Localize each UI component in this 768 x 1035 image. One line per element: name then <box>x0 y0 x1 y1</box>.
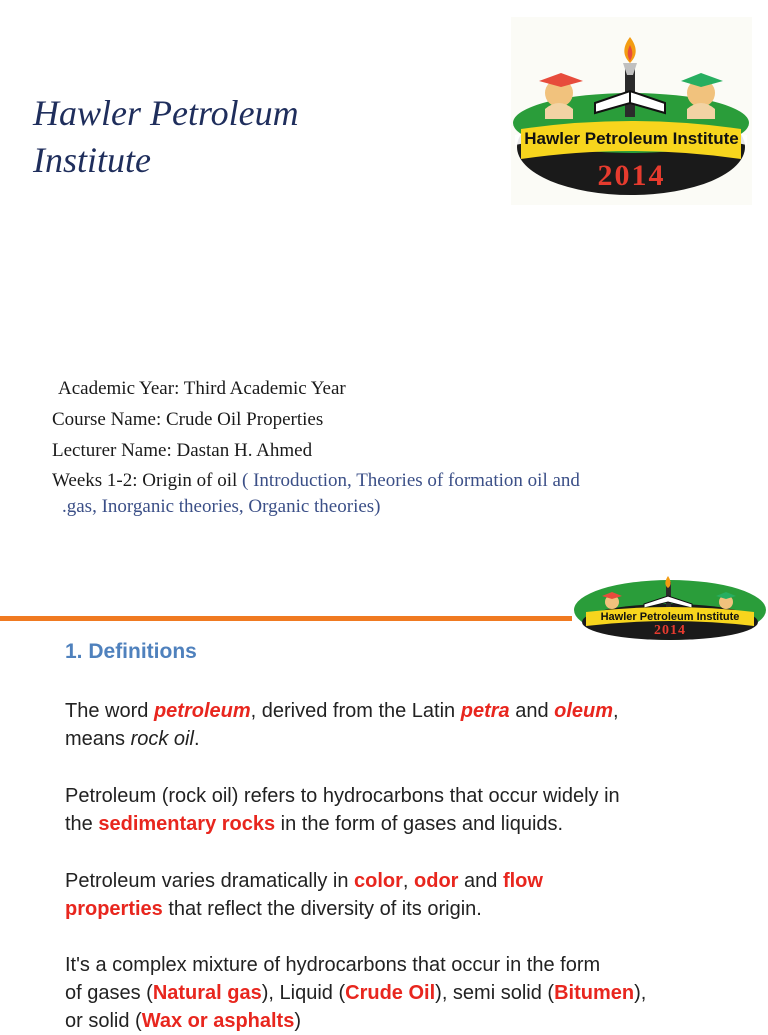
term-crude-oil: Crude Oil <box>345 982 436 1004</box>
term-sedimentary-rocks: sedimentary rocks <box>98 813 276 835</box>
text: and <box>458 870 503 892</box>
text: , <box>402 870 415 892</box>
term-petra: petra <box>460 700 510 722</box>
weeks-detail-line-2: .gas, Inorganic theories, Organic theories) <box>62 496 381 517</box>
text: Petroleum varies dramatically in <box>65 870 354 892</box>
academic-year: Academic Year: Third Academic Year <box>58 378 346 399</box>
weeks-label: Weeks 1-2: Origin of oil <box>52 470 243 491</box>
paragraph-variation <box>65 867 705 923</box>
text: ), Liquid ( <box>261 982 346 1004</box>
lecturer-name: Lecturer Name: Dastan H. Ahmed <box>52 440 313 461</box>
term-bitumen: Bitumen <box>554 982 635 1004</box>
text: The word <box>65 700 154 722</box>
text: or solid ( <box>65 1010 142 1032</box>
term-natural-gas: Natural gas <box>152 982 262 1004</box>
text: , <box>613 700 619 722</box>
term-flow: flow <box>502 870 543 892</box>
institute-title-line-2: Institute <box>33 140 151 180</box>
logo-small-year: 2014 <box>654 623 686 638</box>
text: in the form of gases and liquids. <box>275 813 564 835</box>
text: It's a complex mixture of hydrocarbons that occur in the form <box>65 954 601 976</box>
header-divider <box>0 616 600 621</box>
logo-year: 2014 <box>597 159 666 192</box>
paragraph-rock-oil <box>65 782 705 838</box>
logo-banner-text: Hawler Petroleum Institute <box>524 129 739 148</box>
text: ), <box>634 982 647 1004</box>
term-color: color <box>354 870 403 892</box>
weeks-detail-line-1: ( Introduction, Theories of formation oil and <box>242 470 580 491</box>
paragraph-definition <box>65 697 705 753</box>
text: and <box>509 700 555 722</box>
institute-title-line-1: Hawler Petroleum <box>33 93 299 133</box>
text: the <box>65 813 99 835</box>
institute-logo <box>511 17 752 205</box>
text: that reflect the diversity of its origin. <box>162 898 482 920</box>
text: ), semi solid ( <box>435 982 555 1004</box>
text: Petroleum (rock oil) refers to hydrocarbons that occur widely in <box>65 785 620 807</box>
term-odor: odor <box>414 870 459 892</box>
text: , derived from the Latin <box>250 700 461 722</box>
term-oleum: oleum <box>554 700 614 722</box>
course-name: Course Name: Crude Oil Properties <box>52 409 324 430</box>
text: . <box>193 728 200 750</box>
text: ) <box>294 1010 302 1032</box>
term-wax-asphalts: Wax or asphalts <box>141 1010 295 1032</box>
institute-logo-small <box>572 576 768 642</box>
weeks-line <box>52 470 580 492</box>
term-properties: properties <box>65 898 163 920</box>
logo-small-banner-text: Hawler Petroleum Institute <box>600 611 740 623</box>
text: of gases ( <box>65 982 153 1004</box>
paragraph-mixture <box>65 951 705 1035</box>
term-rock-oil: rock oil <box>130 728 194 750</box>
term-petroleum: petroleum <box>153 700 251 722</box>
section-heading: 1. Definitions <box>65 640 197 663</box>
text: means <box>65 728 131 750</box>
